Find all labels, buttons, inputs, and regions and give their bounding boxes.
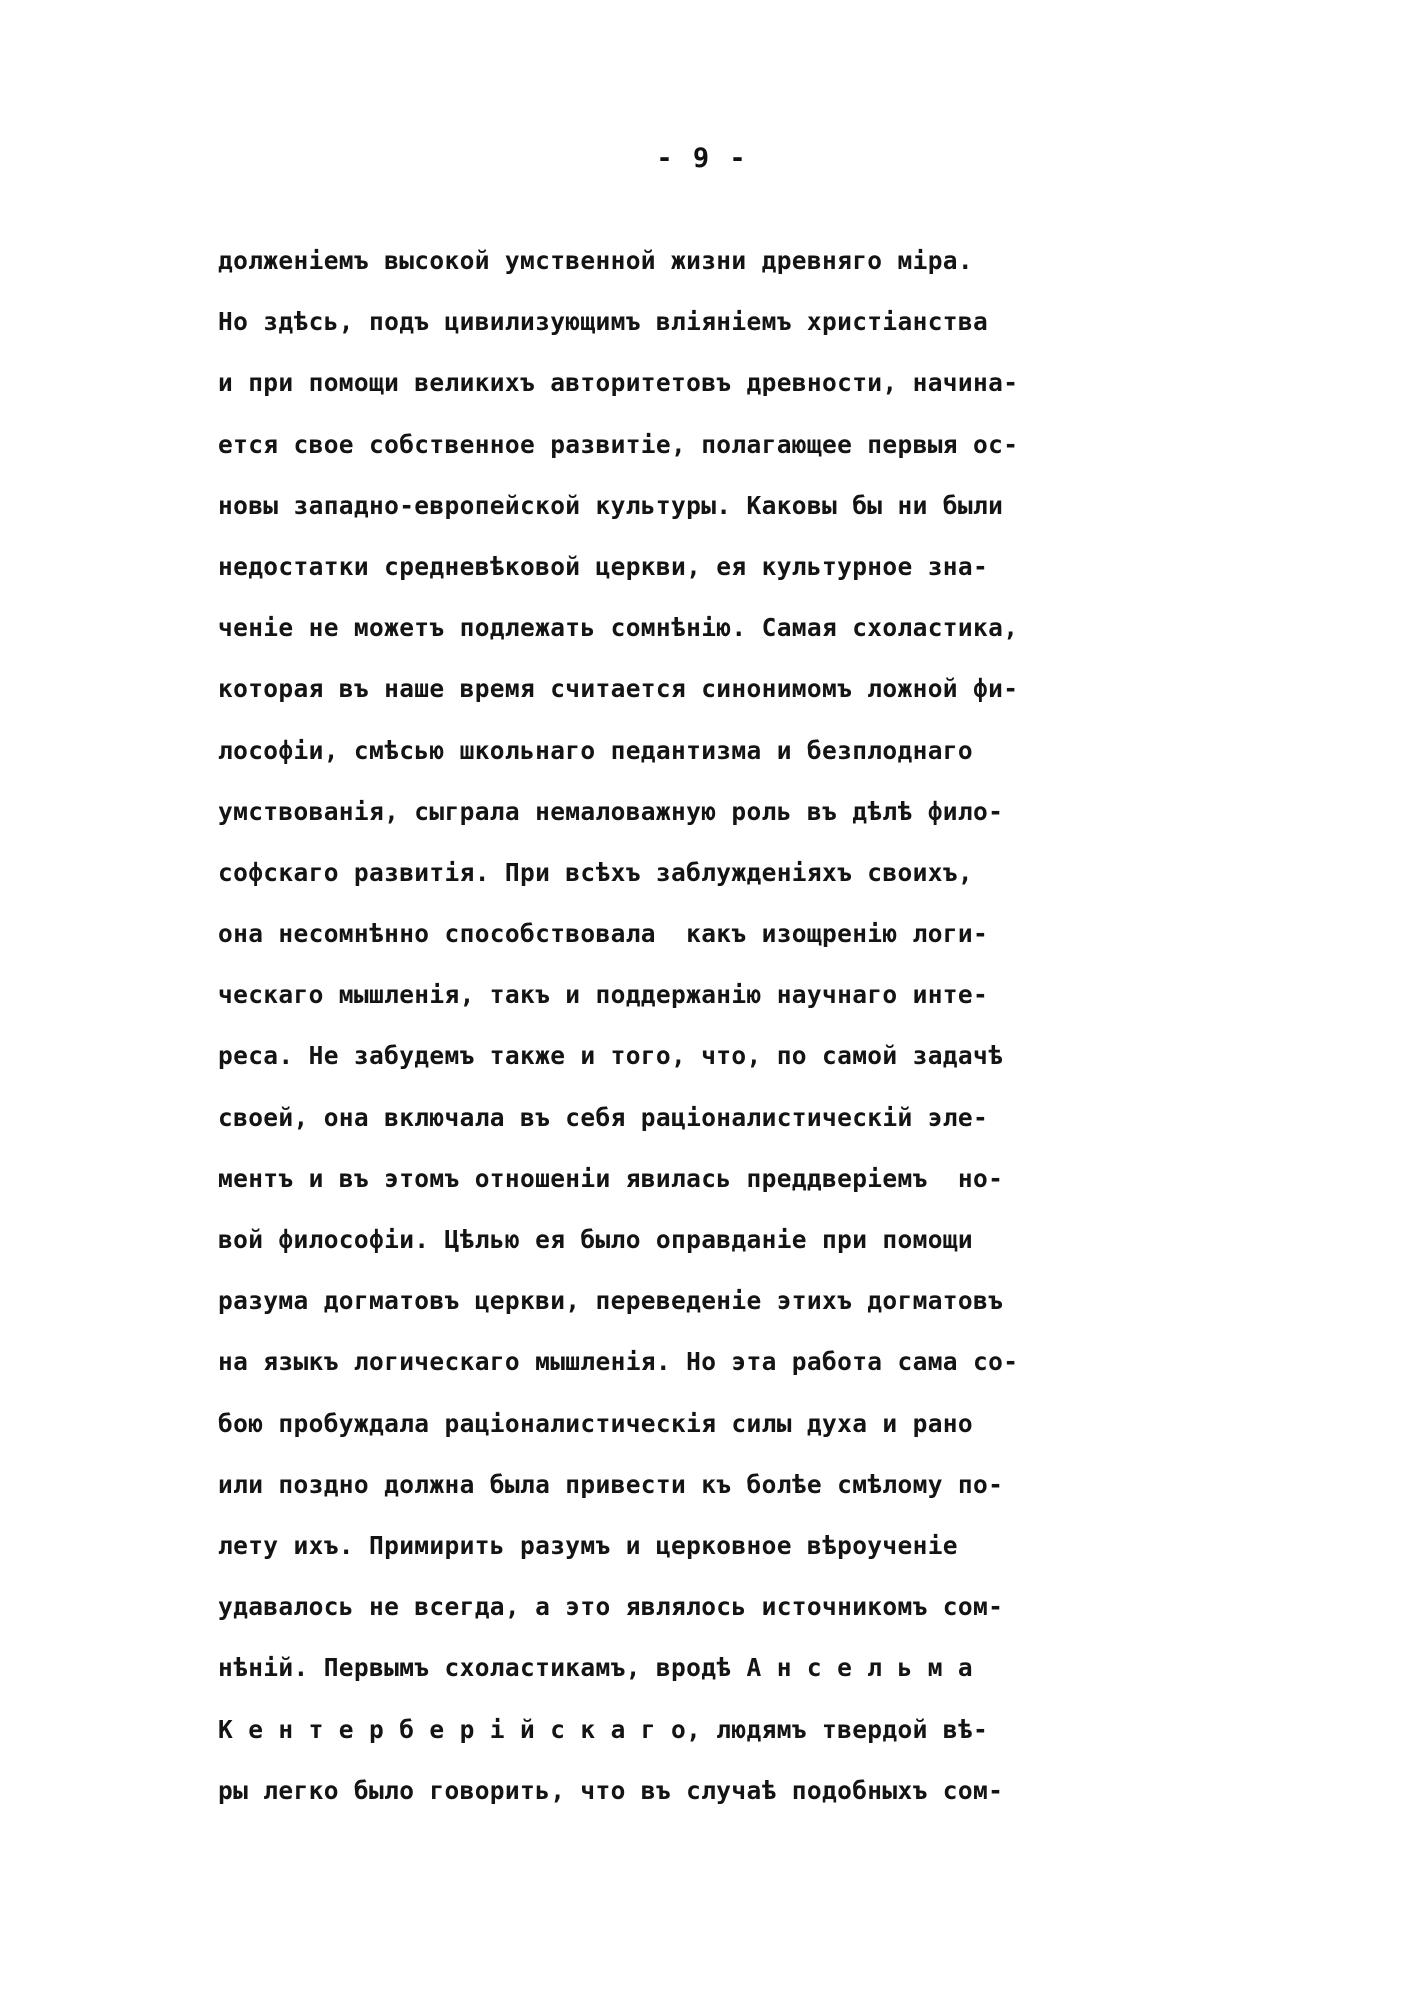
text-line: недостатки средневѣковой церкви, ея культурное зна-: [218, 551, 989, 581]
text-line: ры легко было говорить, что въ случаѣ подобныхъ сом-: [218, 1775, 1004, 1805]
text-line: бою пробуждала раціоналистическія силы духа и рано: [218, 1408, 974, 1438]
text-line: лософіи, смѣсью школьнаго педантизма и безплоднаго: [218, 735, 974, 765]
text-line: ческаго мышленія, такъ и поддержанію научнаго инте-: [218, 980, 989, 1010]
text-line: долженіемъ высокой умственной жизни древняго міра.: [218, 246, 974, 275]
text-line: реса. Не забудемъ также и того, что, по самой задачѣ: [218, 1041, 1004, 1071]
text-line: софскаго развитія. При всѣхъ заблужденіяхъ своихъ,: [218, 857, 974, 887]
text-line: удавалось не всегда, а это являлось источникомъ сом-: [218, 1592, 1004, 1622]
text-line: вой философіи. Цѣлью ея было оправданіе при помощи: [218, 1225, 974, 1254]
text-line: своей, она включала въ себя раціоналистическій эле-: [218, 1102, 989, 1132]
text-line: на языкъ логическаго мышленія. Но эта работа сама со-: [218, 1347, 1019, 1377]
text-line: и при помощи великихъ авторитетовъ древности, начина-: [218, 368, 1019, 398]
text-line: разума догматовъ церкви, переведеніе этихъ догматовъ: [218, 1286, 1004, 1316]
text-line: ментъ и въ этомъ отношеніи явилась преддверіемъ но-: [218, 1163, 1004, 1193]
text-line: нѣній. Первымъ схоластикамъ, вродѣ А н с е л ь м а: [218, 1653, 974, 1683]
text-line: которая въ наше время считается синонимомъ ложной фи-: [218, 674, 1019, 704]
text-line: умствованія, сыграла немаловажную роль въ дѣлѣ фило-: [218, 796, 1004, 826]
text-line: новы западно-европейской культуры. Каковы бы ни были: [218, 490, 1004, 520]
page-number: - 9 -: [656, 143, 748, 174]
text-line: Но здѣсь, подъ цивилизующимъ вліяніемъ христіанства: [218, 307, 989, 337]
text-line: она несомнѣнно способствовала какъ изощренію логи-: [218, 919, 989, 949]
text-line: лету ихъ. Примирить разумъ и церковное вѣроученіе: [218, 1530, 958, 1560]
body-text: [218, 230, 1198, 1821]
text-line: или поздно должна была привести къ болѣе смѣлому по-: [218, 1469, 1004, 1499]
text-line: ченіе не можетъ подлежать сомнѣнію. Самая схоластика,: [218, 613, 1019, 643]
text-line: ется свое собственное развитіе, полагающее первыя ос-: [218, 429, 1019, 459]
text-line: К е н т е р б е р і й с к а г о, людямъ твердой вѣ-: [218, 1714, 989, 1744]
